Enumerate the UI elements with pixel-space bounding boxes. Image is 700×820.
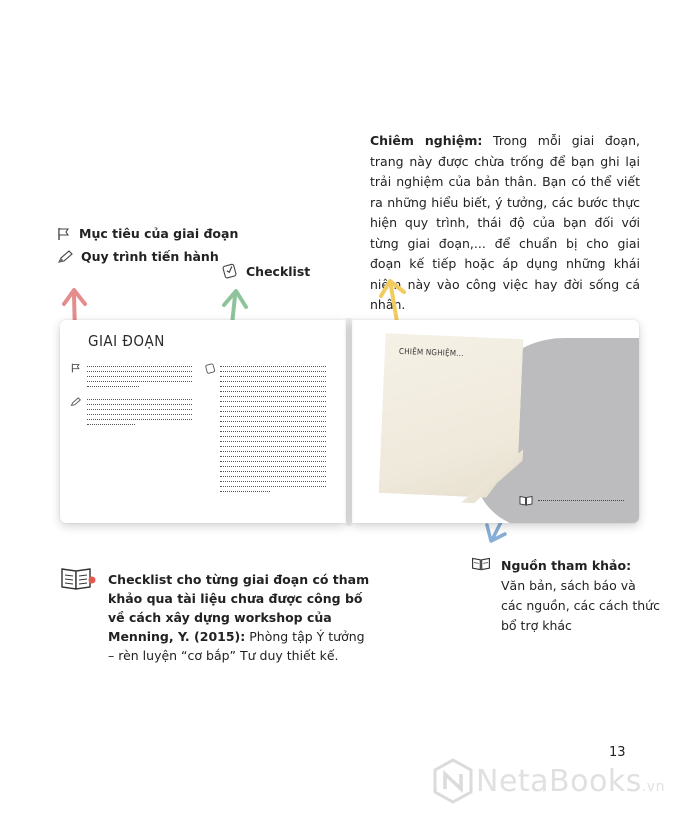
mini-flag-icon [71,363,81,373]
placeholder-line [220,456,326,459]
mini-book-icon [519,495,533,506]
placeholder-line [220,406,326,409]
placeholder-line [220,431,326,434]
placeholder-line [220,471,326,474]
placeholder-line [220,451,326,454]
placeholder-line [220,481,326,484]
placeholder-line [220,411,326,414]
placeholder-line [220,436,326,439]
placeholder-line [87,414,192,417]
placeholder-line [87,381,192,384]
stage-title: GIAI ĐOẠN [88,332,165,350]
placeholder-line [220,446,326,449]
placeholder-line [220,401,326,404]
legend-goal-label: Mục tiêu của giai đoạn [79,226,239,241]
checklist-source-note [108,570,373,665]
placeholder-line [220,461,326,464]
placeholder-line [220,441,326,444]
mini-pencil-icon [70,397,81,407]
placeholder-line [220,476,326,479]
book-icon [60,566,96,592]
references-block [501,556,661,636]
watermark-suffix: .vn [641,778,665,795]
placeholder-line [220,486,326,489]
placeholder-line [220,366,326,369]
placeholder-line [87,424,135,427]
placeholder-line [220,421,326,424]
legend-checklist-label: Checklist [246,263,311,279]
placeholder-line [220,466,326,469]
placeholder-line [220,396,326,399]
placeholder-line [87,386,139,389]
references-text: Văn bản, sách báo và các nguồn, các cách thức bổ trợ khác [501,578,660,633]
mini-checklist-icon [205,363,216,374]
reflection-text: Trong mỗi giai đoạn, trang này được chừa trống để bạn ghi lại trải nghiệm của bản thân. Bạn có thể viết ra những hiểu biết, ý tưởng, các bước thực hiện quy trình, thái độ của bạn đối với từng giai đoạn,... để chuẩn bị cho giai đoạn kế tiếp hoặc áp dụng những khái niệm này vào công việc hay đời sống cá nhân. [370,133,640,312]
watermark-text [476,764,665,799]
watermark [430,758,665,804]
watermark-brand: NetaBooks [476,763,642,799]
placeholder-line [87,399,192,402]
placeholder-line [87,376,192,379]
placeholder-line [220,376,326,379]
placeholder-line [87,371,192,374]
reference-book-icon [471,557,491,571]
placeholder-line [87,409,192,412]
netabooks-logo-icon [430,758,476,804]
book-gutter [344,318,354,526]
checklist-source-lead: Checklist cho từng giai đoạn có tham khảo qua tài liệu chưa được công bố về cách xây dựng workshop của Menning, Y. (2015): [108,572,370,644]
sticky-note-label: CHIÊM NGHIỆM... [398,346,464,359]
legend-process-label: Quy trình tiến hành [81,249,219,264]
placeholder-line [220,371,326,374]
placeholder-line [87,366,192,369]
placeholder-line [87,404,192,407]
placeholder-line [220,381,326,384]
placeholder-line [87,419,192,422]
references-title: Nguồn tham khảo: [501,558,632,573]
placeholder-line [538,500,624,503]
reflection-lead: Chiêm nghiệm: [370,133,483,148]
checklist-source-rest: Phòng tập Ý tưởng – rèn luyện “cơ bắp” Tư duy thiết kế. [108,629,365,663]
placeholder-line [220,391,326,394]
placeholder-line [220,416,326,419]
page-number: 13 [609,745,626,760]
placeholder-line [220,386,326,389]
placeholder-line [220,491,270,494]
placeholder-line [220,426,326,429]
